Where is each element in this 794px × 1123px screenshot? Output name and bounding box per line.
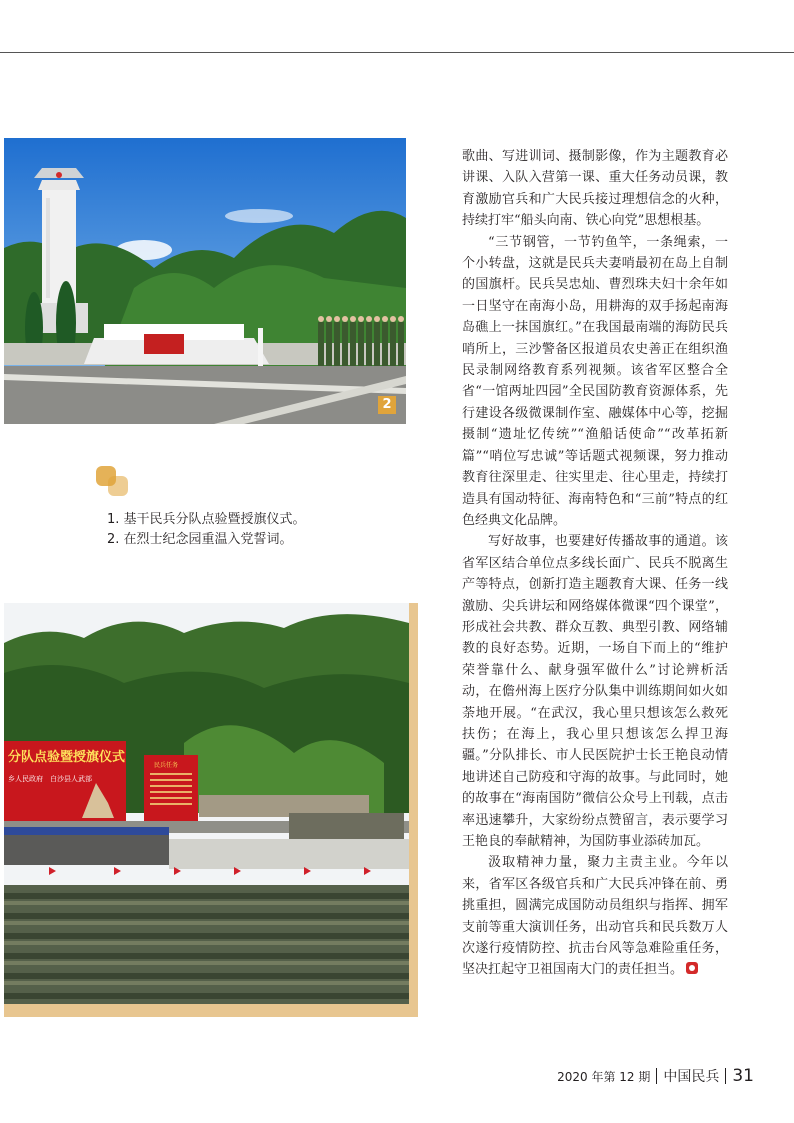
article-paragraph-1: 歌曲、写进训词、摄制影像，作为主题教育必讲课、入队入营第一课、重大任务动员课，教育激励官兵和广大民兵接过理想信念的火种，持续打牢“船头向南、铁心向党”思想根基。	[462, 149, 728, 229]
article-body	[462, 146, 728, 981]
photo-frame	[4, 603, 418, 1017]
issue-label: 2020 年第 12 期	[557, 1069, 651, 1084]
ceremony-photo-illustration	[4, 603, 409, 1004]
footer-divider	[656, 1068, 657, 1084]
article-paragraph-3: 写好故事，也要建好传播故事的通道。该省军区结合单位点多线长面广、民兵不脱离生产等特点，创新打造主题教育大课、任务一线激励、尖兵讲坛和网络媒体微课“四个课堂”，形成社会共教、群众互教、典型引教、网络辅教的良好态势。近期，一场自下而上的“维护荣誉靠什么、献身强军做什么”讨论辨析活动，在儋州海上医疗分队集中训练期间如火如荼地开展。“在武汉，我心里只想该怎么救死扶伤；在海上，我心里只想该怎么捍卫海疆。”分队排长、市人民医院护士长王艳良动情地讲述自己防疫和守海的故事。与此同时，她的故事在“海南国防”微信公众号上刊载，点击率迅速攀升，大家纷纷点赞留言，表示要学习王艳良的奉献精神，为国防事业添砖加瓦。	[462, 534, 728, 849]
article-paragraph-4-text: 汲取精神力量，聚力主责主业。今年以来，省军区各级官兵和广大民兵冲锋在前、勇挑重担，圆满完成国防动员组织与指挥、拥军支前等重大演训任务，出动官兵和民兵数万人次遂行疫情防控、抗击台风等急难险重任务，坚决扛起守卫祖国南大门的责任担当。	[462, 855, 728, 978]
article-paragraph-2: “三节钢管，一节钓鱼竿，一条绳索，一个小转盘，这就是民兵夫妻哨最初在岛上自制的国旗杆。民兵吴忠灿、曹烈珠夫妇十余年如一日坚守在南海小岛，用耕海的双手扬起南海岛礁上一抹国旗红。”在我国最南端的海防民兵哨所上，三沙警备区报道员农史善正在组织渔民录制网络教育系列视频。该省军区整合全省“一馆两址四园”全民国防教育资源体系，先行建设各级微课制作室、融媒体中心等，挖掘摄制“遗址忆传统”“渔船话使命”“改革拓新篇”“哨位写忠诚”等话题式视频课，努力推动教育往深里走、往实里走、往心里走，持续打造具有国动特征、海南特色和“三前”特点的红色经典文化品牌。	[462, 234, 728, 528]
top-rule	[0, 52, 794, 53]
photo-memorial-oath	[4, 138, 406, 424]
article-paragraph-4	[462, 852, 728, 980]
banner-left-subtext: 乡人民政府 白沙县人武部	[8, 775, 92, 783]
banner-left-text: 分队点验暨授旗仪式	[8, 750, 126, 765]
magazine-name: 中国民兵	[663, 1069, 720, 1085]
page-number: 31	[732, 1066, 754, 1086]
photo-inspection-ceremony	[4, 603, 409, 1004]
article-end-icon	[686, 962, 698, 974]
caption-2: 2. 在烈士纪念园重温入党誓词。	[107, 532, 293, 547]
photo-number-badge: 2	[378, 396, 396, 414]
memorial-photo-illustration	[4, 138, 406, 424]
banner-right-text: 民兵任务	[154, 762, 179, 769]
page-footer	[557, 1066, 754, 1086]
caption-icon	[96, 466, 130, 498]
photo-captions	[107, 510, 306, 550]
caption-1: 1. 基干民兵分队点验暨授旗仪式。	[107, 512, 306, 527]
footer-divider	[725, 1068, 726, 1084]
